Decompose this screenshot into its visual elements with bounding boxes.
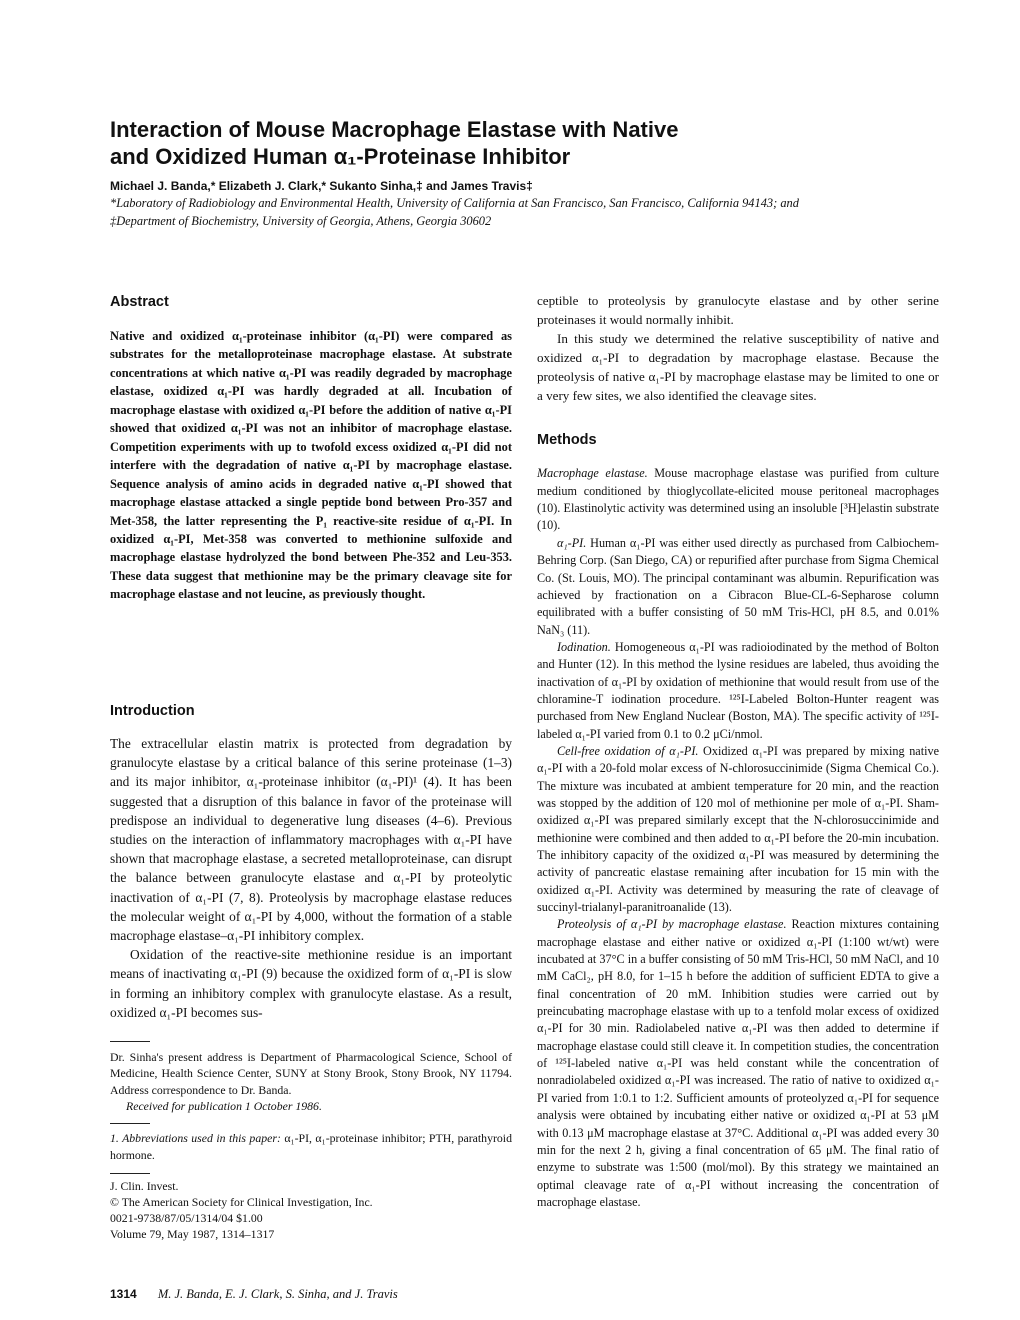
methods-paragraph-text: Oxidized α₁-PI was prepared by mixing native α₁-PI with a 20-fold molar excess of N-chlorosuccinimide (Sigma Chemical Co.). The mixture was incubated at ambient temperature for 20 min, and the reaction was stopped by the addition of 120 mol of methionine per mole of α₁-PI. Sham-oxidized α₁-PI was prepared similarly except that the N-chlorosuccinimide and methionine were combined and then added to α₁-PI before the 20-min incubation. The inhibitory capacity of the oxidized α₁-PI was measured by determining the activity of pancreatic elastase remaining after incubation for 15 min with the oxidized α₁-PI. Activity was determined by measuring the rate of cleavage of succinyl-trialanyl-paranitroanalide (13).: [537, 743, 939, 915]
intro-paragraph-2: Oxidation of the reactive-site methionine residue is an important means of inactivating α₁-PI (9) because the oxidized form of α₁-PI is slow in forming an inhibitory complex with granulocyte elastase. As a result, oxidized α₁-PI becomes sus-: [110, 947, 512, 1020]
methods-paragraph-text: Mouse macrophage elastase was purified from culture medium conditioned by thioglycollate-elicited mouse peritoneal macrophages (10). Elastinolytic activity was determined using an insoluble [³H]elastin substrate (10).: [537, 466, 940, 533]
intro-continuation: ceptible to proteolysis by granulocyte elastase and by other serine proteinases it would normally inhibit.: [537, 293, 939, 327]
abstract-text: Native and oxidized α₁-proteinase inhibitor (α₁-PI) were compared as substrates for the metalloproteinase macrophage elastase. At substrate concentrations at which native α₁-PI was readily degraded by macrophage elastase, oxidized α₁-PI was hardly degraded at all. Incubation of macrophage elastase with oxidized α₁-PI before the addition of native α₁-PI showed that oxidized α₁-PI was not an inhibitor of macrophage elastase. Competition experiments with up to twofold excess oxidized α₁-PI did not interfere with the degradation of native α₁-PI by macrophage elastase. Sequence analysis of amino acids in degraded native α₁-PI showed that macrophage elastase attacked a single peptide bond between Pro-357 and Met-358, the latter representing the P₁ reactive-site residue of α₁-PI. In oxidized α₁-PI, Met-358 was converted to methionine sulfoxide and macrophage elastase hydrolyzed the bond between Phe-352 and Leu-353. These data suggest that methionine may be the primary cleavage site for macrophage elastase and not leucine, as previously thought.: [110, 329, 512, 602]
abbreviations-label: 1. Abbreviations used in this paper:: [110, 1131, 281, 1146]
affiliation-2: ‡Department of Biochemistry, University of Georgia, Athens, Georgia 30602: [110, 214, 492, 228]
footnote-rule-2: [110, 1123, 150, 1124]
title-line-2: and Oxidized Human α₁-Proteinase Inhibitor: [110, 144, 571, 169]
page-footer: [110, 1286, 398, 1302]
running-head: M. J. Banda, E. J. Clark, S. Sinha, and J. Travis: [157, 1287, 398, 1301]
methods-runin-label: α₁-PI.: [557, 535, 587, 550]
methods-paragraph-text: Human α₁-PI was either used directly as purchased from Calbiochem-Behring Corp. (San Diego, CA) or repurified after purchase from Sigma Chemical Co. (St. Louis, MO). The principal contaminant was albumin. Repurification was achieved by fractionation on a Cibracon Blue-CL-6-Sepharose column equilibrated with a buffer consisting of 50 mM Tris-HCl, pH 8.5, and 0.01% NaN₃ (11).: [537, 535, 939, 637]
author-list: Michael J. Banda,* Elizabeth J. Clark,* Sukanto Sinha,‡ and James Travis‡: [110, 179, 533, 193]
page-number: 1314: [110, 1287, 137, 1301]
methods-paragraph: [537, 535, 939, 639]
right-column: [537, 290, 939, 1211]
title-line-1: Interaction of Mouse Macrophage Elastase with Native: [110, 117, 679, 142]
affiliations: [110, 194, 940, 230]
copyright-line: © The American Society for Clinical Investigation, Inc.: [110, 1194, 373, 1209]
affiliation-1: *Laboratory of Radiobiology and Environmental Health, University of California at San Francisco, San Francisco, California 94143; and: [110, 196, 799, 210]
methods-paragraph: [537, 465, 939, 534]
methods-paragraph: [537, 639, 939, 743]
methods-runin-label: Iodination.: [557, 639, 611, 654]
journal-name: J. Clin. Invest.: [110, 1178, 179, 1193]
intro-paragraph-1: The extracellular elastin matrix is protected from degradation by granulocyte elastase by a critical balance of this serine proteinase (1–3) and its major inhibitor, α₁-proteinase inhibitor (α₁-PI)¹ (4). It has been suggested that a disruption of this balance in favor of the proteinase will predispose an individual to degenerative lung diseases (4–6). Previous studies on the interaction of inflammatory macrophages with α₁-PI have shown that macrophage elastase, a secreted metalloproteinase, can disrupt the balance between granulocyte elastase and α₁-PI by proteolytic inactivation of α₁-PI (7, 8). Proteolysis by macrophage elastase reduces the molecular weight of α₁-PI by 4,000, without the formation of a stable macrophage elastase–α₁-PI inhibitory complex.: [110, 736, 512, 944]
footnote-received: Received for publication 1 October 1986.: [126, 1098, 322, 1113]
methods-body: [537, 465, 939, 1211]
methods-runin-label: Cell-free oxidation of α₁-PI.: [557, 743, 699, 758]
methods-paragraph-text: Reaction mixtures containing macrophage elastase and either native or oxidized α₁-PI (1:100 wt/wt) were incubated at 37°C in a buffer consisting of 50 mM Tris-HCl, 50 mM NaCl, and 10 mM CaCl₂, pH 8.0, for 1–15 h before the addition of sufficient EDTA to give a final concentration of 20 mM. Inhibition studies were carried out by preincubating macrophage elastase with up to a tenfold molar excess of oxidized α₁-PI for 30 min. Radiolabeled native α₁-PI was then added to determine if macrophage elastase could still cleave it. In competition studies, the concentration of ¹²⁵I-labeled native α₁-PI was held constant while the concentration of nonradiolabeled oxidized α₁-PI was increased. The ratio of native to oxidized α₁-PI varied from 1:0.1 to 1:2. Sufficient amounts of proteolyzed α₁-PI for sequence analysis were obtained by incubating either native or oxidized α₁-PI at 53 μM with 0.13 μM macrophage elastase at 37°C. Additional α₁-PI was added every 30 min for the next 2 h, giving a final concentration of 65 μM. The final ratio of enzyme to substrate was 1:500 (mol/mol). By this strategy we maintained an optimal cleavage rate of α₁-PI without increasing the concentration of macrophage elastase.: [537, 917, 939, 1209]
abstract-heading: Abstract: [110, 294, 169, 310]
intro-paragraph-3: In this study we determined the relative susceptibility of native and oxidized α₁-PI to degradation by macrophage elastase. Because the proteolysis of native α₁-PI by macrophage elastase may be limited to one or a very few sites, we also identified the cleavage sites.: [537, 330, 939, 403]
methods-runin-label: Proteolysis of α₁-PI by macrophage elastase.: [557, 917, 787, 932]
journal-info-rule: [110, 1173, 150, 1174]
introduction-heading: Introduction: [110, 703, 195, 719]
methods-paragraph-text: Homogeneous α₁-PI was radioiodinated by the method of Bolton and Hunter (12). In this method the lysine residues are labeled, thus avoiding the inactivation of α₁-PI by oxidation of methionine that would result from use of the chloramine-T iodination procedure. ¹²⁵I-Labeled Bolton-Hunter reagent was purchased from New England Nuclear (Boston, MA). The specific activity of ¹²⁵I-labeled α₁-PI varied from 0.1 to 0.2 μCi/nmol.: [537, 639, 939, 741]
footnote-abbreviations: [110, 1130, 512, 1163]
methods-paragraph: [537, 743, 939, 916]
abbreviations-text: α₁-PI, α₁-proteinase inhibitor; PTH, parathyroid hormone.: [110, 1131, 512, 1162]
journal-info: [110, 1178, 512, 1242]
article-title: [110, 116, 810, 170]
volume-line: Volume 79, May 1987, 1314–1317: [110, 1226, 275, 1241]
methods-paragraph: [537, 916, 939, 1211]
footnote-rule: [110, 1041, 150, 1042]
issn-line: 0021-9738/87/05/1314/04 $1.00: [110, 1210, 263, 1225]
methods-heading: Methods: [537, 432, 597, 449]
methods-runin-label: Macrophage elastase.: [537, 466, 648, 481]
left-column: [110, 290, 512, 1242]
footnote-address: Dr. Sinha's present address is Department of Pharmacological Science, School of Medicine, Health Science Center, SUNY at Stony Brook, Stony Brook, NY 11794. Address correspondence to Dr. Banda.: [110, 1050, 512, 1097]
